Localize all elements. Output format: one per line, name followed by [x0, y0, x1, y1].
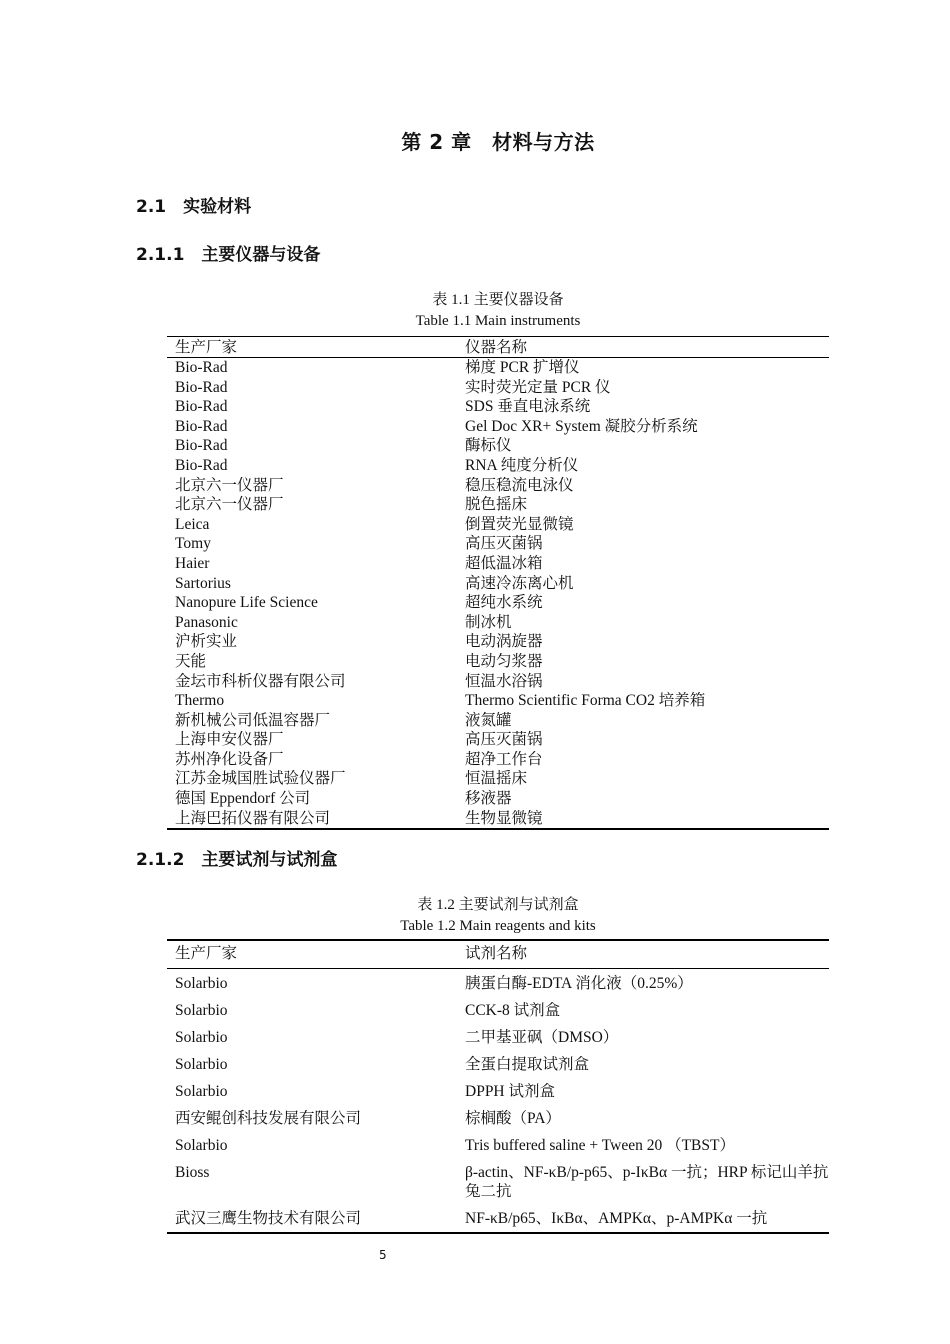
- table-row: [167, 730, 829, 750]
- manufacturer-cell: Leica: [175, 515, 210, 533]
- table-row: [167, 672, 829, 692]
- item-name-cell: 恒温水浴锅: [465, 672, 543, 690]
- item-name-cell: 超净工作台: [465, 750, 543, 768]
- item-name-cell: 高速冷冻离心机: [465, 574, 574, 592]
- manufacturer-cell: Bio-Rad: [175, 417, 228, 435]
- reagents-table: [167, 939, 829, 1234]
- manufacturer-cell: 苏州净化设备厂: [175, 750, 284, 768]
- item-name-cell: 液氮罐: [465, 711, 512, 729]
- item-name-cell: 二甲基亚砜（DMSO）: [465, 1029, 619, 1046]
- table-row: [167, 495, 829, 515]
- table-row: [167, 456, 829, 476]
- column-header-instrument: 仪器名称: [457, 337, 829, 358]
- manufacturer-cell: Tomy: [175, 535, 211, 553]
- item-name-cell: 脱色摇床: [465, 496, 528, 514]
- table-row: [167, 997, 829, 1024]
- table-header-row: [167, 940, 829, 969]
- item-name-cell: 制冰机: [465, 613, 512, 631]
- manufacturer-cell: Solarbio: [175, 1083, 228, 1100]
- manufacturer-cell: 西安鲲创科技发展有限公司: [175, 1110, 362, 1127]
- manufacturer-cell: Panasonic: [175, 613, 238, 631]
- manufacturer-cell: 江苏金城国胜试验仪器厂: [175, 770, 346, 788]
- item-name-cell: 梯度 PCR 扩增仪: [465, 359, 580, 376]
- column-header-reagent: 试剂名称: [457, 940, 829, 969]
- table-row: [167, 1159, 829, 1205]
- table-row: [167, 1105, 829, 1132]
- instruments-table-body: [167, 358, 829, 830]
- table-row: [167, 711, 829, 731]
- table-row: [167, 789, 829, 809]
- item-name-cell: 超纯水系统: [465, 594, 543, 612]
- table-row: [167, 378, 829, 398]
- table-row: [167, 969, 829, 998]
- manufacturer-cell: Solarbio: [175, 1002, 228, 1019]
- chapter-title: 第 2 章 材料与方法: [401, 130, 595, 154]
- table-row: [167, 534, 829, 554]
- manufacturer-cell: Bio-Rad: [175, 456, 228, 474]
- manufacturer-cell: Bio-Rad: [175, 398, 228, 416]
- table-row: [167, 436, 829, 456]
- manufacturer-cell: Thermo: [175, 692, 225, 710]
- item-name-cell: 胰蛋白酶-EDTA 消化液（0.25%）: [465, 975, 693, 992]
- manufacturer-cell: Bio-Rad: [175, 359, 228, 376]
- manufacturer-cell: 上海巴拓仪器有限公司: [175, 809, 331, 827]
- item-name-cell: 全蛋白提取试剂盒: [465, 1056, 590, 1073]
- table1-caption-cn: 表 1.1 主要仪器设备: [432, 292, 564, 308]
- manufacturer-cell: 德国 Eppendorf 公司: [175, 790, 311, 808]
- table-row: [167, 632, 829, 652]
- table-row: [167, 476, 829, 496]
- item-name-cell: CCK-8 试剂盒: [465, 1002, 561, 1019]
- item-name-cell: β-actin、NF-κB/p-p65、p-IκBα 一抗；HRP 标记山羊抗兔二抗: [465, 1164, 829, 1200]
- manufacturer-cell: Haier: [175, 554, 210, 572]
- item-name-cell: 倒置荧光显微镜: [465, 515, 574, 533]
- manufacturer-cell: 天能: [175, 652, 207, 670]
- table-row: [167, 574, 829, 594]
- item-name-cell: 高压灭菌锅: [465, 535, 543, 553]
- table-row: [167, 593, 829, 613]
- table-row: [167, 515, 829, 535]
- table-row: [167, 554, 829, 574]
- item-name-cell: 实时荧光定量 PCR 仪: [465, 378, 611, 396]
- manufacturer-cell: Bioss: [175, 1164, 210, 1181]
- item-name-cell: SDS 垂直电泳系统: [465, 398, 591, 416]
- table-row: [167, 1205, 829, 1233]
- manufacturer-cell: 北京六一仪器厂: [175, 476, 284, 494]
- table-row: [167, 691, 829, 711]
- manufacturer-cell: 武汉三鹰生物技术有限公司: [175, 1210, 362, 1227]
- item-name-cell: 电动匀浆器: [465, 652, 543, 670]
- table-row: [167, 1132, 829, 1159]
- table-row: [167, 417, 829, 437]
- table-row: [167, 613, 829, 633]
- manufacturer-cell: 沪析实业: [175, 633, 238, 651]
- manufacturer-cell: Solarbio: [175, 1056, 228, 1073]
- item-name-cell: Gel Doc XR+ System 凝胶分析系统: [465, 417, 698, 435]
- item-name-cell: 超低温冰箱: [465, 554, 543, 572]
- table-row: [167, 1051, 829, 1078]
- table-row: [167, 1024, 829, 1051]
- manufacturer-cell: Bio-Rad: [175, 437, 228, 455]
- manufacturer-cell: Solarbio: [175, 1029, 228, 1046]
- item-name-cell: 高压灭菌锅: [465, 731, 543, 749]
- table-row: [167, 809, 829, 830]
- table1-caption-en: Table 1.1 Main instruments: [415, 313, 581, 329]
- manufacturer-cell: 北京六一仪器厂: [175, 496, 284, 514]
- item-name-cell: DPPH 试剂盒: [465, 1083, 556, 1100]
- item-name-cell: 电动涡旋器: [465, 633, 543, 651]
- item-name-cell: RNA 纯度分析仪: [465, 456, 579, 474]
- instruments-table: [167, 336, 829, 830]
- table2-caption-en: Table 1.2 Main reagents and kits: [400, 918, 596, 934]
- page-number: 5: [379, 1248, 387, 1262]
- item-name-cell: NF-κB/p65、IκBα、AMPKα、p-AMPKα 一抗: [465, 1210, 768, 1227]
- table-row: [167, 1078, 829, 1105]
- manufacturer-cell: 金坛市科析仪器有限公司: [175, 672, 346, 690]
- table-row: [167, 652, 829, 672]
- table-row: [167, 397, 829, 417]
- manufacturer-cell: Solarbio: [175, 1137, 228, 1154]
- column-header-manufacturer: 生产厂家: [167, 940, 457, 969]
- column-header-manufacturer: 生产厂家: [167, 337, 457, 358]
- section-heading: 2.1 实验材料: [136, 197, 252, 217]
- item-name-cell: 生物显微镜: [465, 809, 543, 827]
- item-name-cell: Tris buffered saline + Tween 20 （TBST）: [465, 1137, 735, 1154]
- reagents-table-body: [167, 969, 829, 1234]
- manufacturer-cell: Nanopure Life Science: [175, 594, 318, 612]
- manufacturer-cell: Bio-Rad: [175, 378, 228, 396]
- subsection-heading-reagents: 2.1.2 主要试剂与试剂盒: [136, 850, 338, 870]
- table-header-row: [167, 337, 829, 358]
- item-name-cell: 移液器: [465, 790, 512, 808]
- item-name-cell: 酶标仪: [465, 437, 512, 455]
- manufacturer-cell: 新机械公司低温容器厂: [175, 711, 331, 729]
- item-name-cell: 稳压稳流电泳仪: [465, 476, 574, 494]
- item-name-cell: 棕榈酸（PA）: [465, 1110, 561, 1127]
- manufacturer-cell: Sartorius: [175, 574, 231, 592]
- manufacturer-cell: Solarbio: [175, 975, 228, 992]
- item-name-cell: 恒温摇床: [465, 770, 528, 788]
- manufacturer-cell: 上海申安仪器厂: [175, 731, 284, 749]
- table-row: [167, 750, 829, 770]
- table2-caption-cn: 表 1.2 主要试剂与试剂盒: [417, 897, 579, 913]
- item-name-cell: Thermo Scientific Forma CO2 培养箱: [465, 692, 706, 710]
- table-row: [167, 358, 829, 378]
- subsection-heading-instruments: 2.1.1 主要仪器与设备: [136, 245, 321, 265]
- table-row: [167, 769, 829, 789]
